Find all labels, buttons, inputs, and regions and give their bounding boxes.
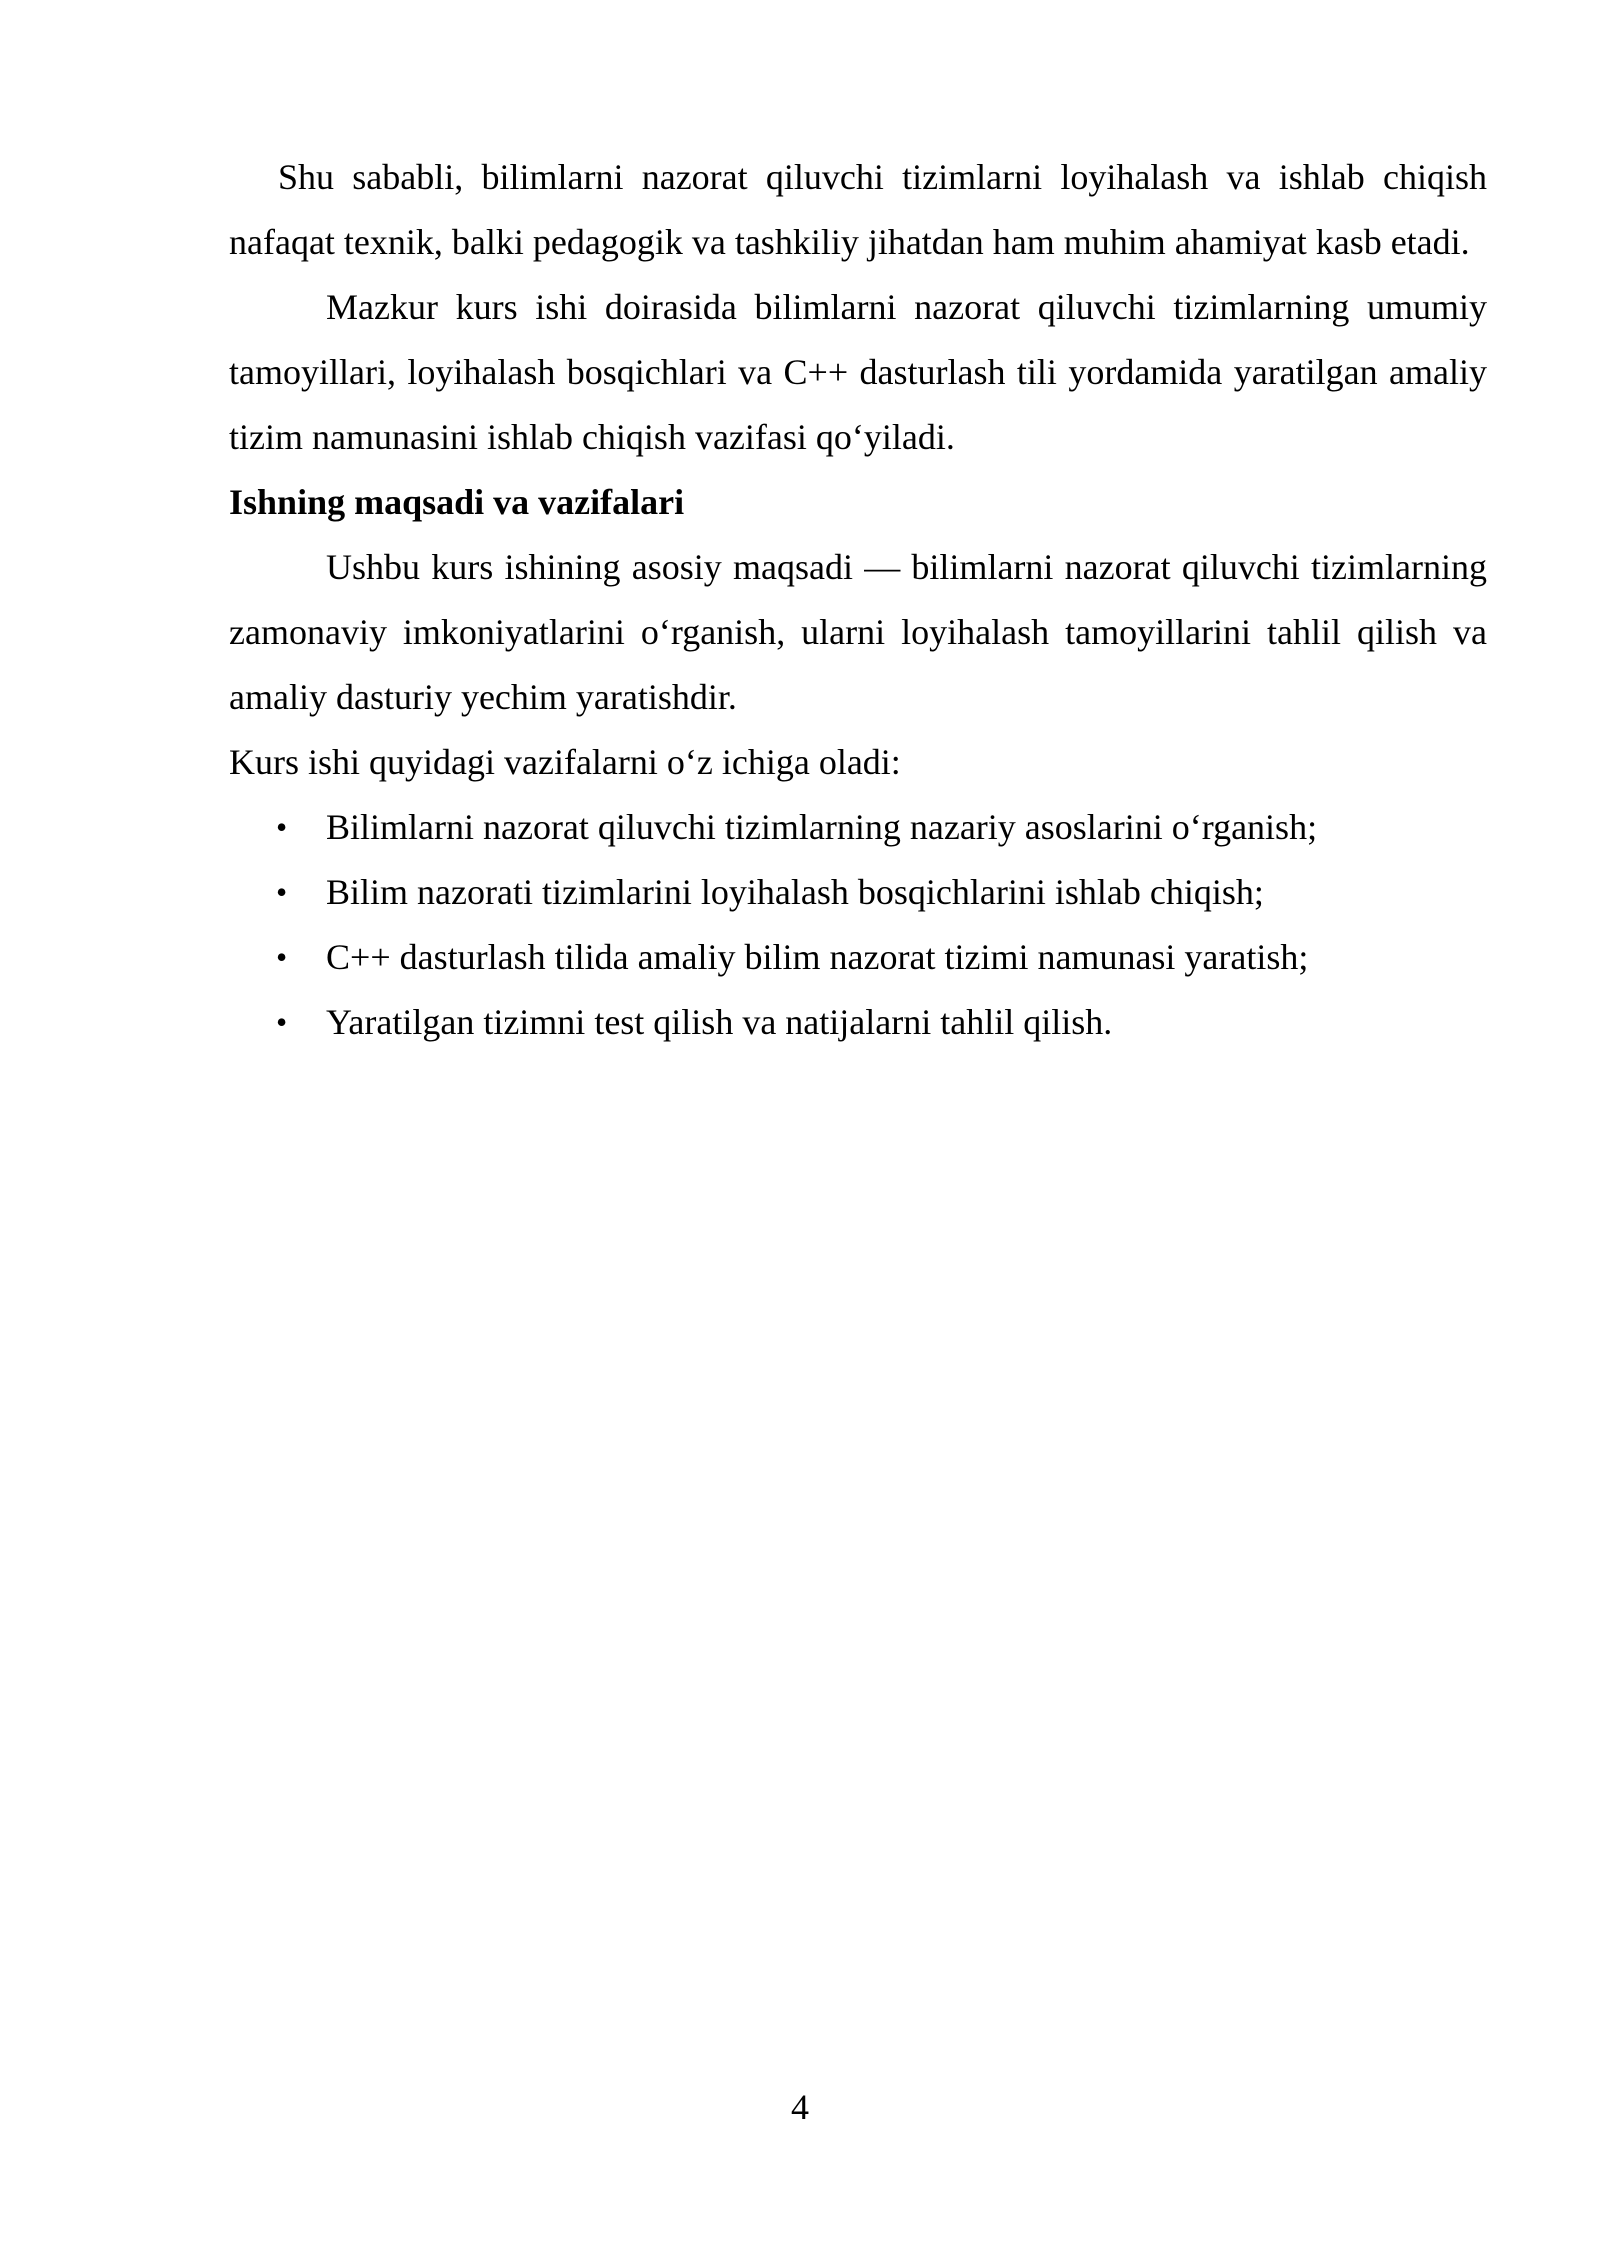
- task-text: C++ dasturlash tilida amaliy bilim nazorat tizimi namunasi yaratish;: [326, 937, 1309, 977]
- task-text: Bilim nazorati tizimlarini loyihalash bosqichlarini ishlab chiqish;: [326, 872, 1264, 912]
- section-heading: Ishning maqsadi va vazifalari: [229, 482, 685, 522]
- page-body: [229, 145, 1487, 1055]
- task-item: [229, 925, 1487, 990]
- intro-paragraph-2: Mazkur kurs ishi doirasida bilimlarni nazorat qiluvchi tizimlarning umumiy tamoyillari, loyihalash bosqichlari va C++ dasturlash tili yordamida yaratilgan amaliy tizim namunasini ishlab chiqish vazifasi qo‘yiladi.: [229, 287, 1487, 457]
- intro-paragraph-1: Shu sababli, bilimlarni nazorat qiluvchi tizimlarni loyihalash va ishlab chiqish nafaqat texnik, balki pedagogik va tashkiliy jihatdan ham muhim ahamiyat kasb etadi.: [229, 157, 1487, 262]
- bullet-icon: •: [276, 1004, 288, 1040]
- bullet-icon: •: [276, 939, 288, 975]
- task-item: [229, 860, 1487, 925]
- task-item: [229, 795, 1487, 860]
- bullet-icon: •: [276, 874, 288, 910]
- page-number: 4: [791, 2087, 809, 2127]
- goal-paragraph: Ushbu kurs ishining asosiy maqsadi — bilimlarni nazorat qiluvchi tizimlarning zamonaviy imkoniyatlarini o‘rganish, ularni loyihalash tamoyillarini tahlil qilish va amaliy dasturiy yechim yaratishdir.: [229, 547, 1487, 717]
- task-text: Yaratilgan tizimni test qilish va natijalarni tahlil qilish.: [326, 1002, 1113, 1042]
- bullet-icon: •: [276, 809, 288, 845]
- task-item: [229, 990, 1487, 1055]
- task-text: Bilimlarni nazorat qiluvchi tizimlarning nazariy asoslarini o‘rganish;: [326, 807, 1318, 847]
- task-list: [229, 795, 1487, 1055]
- tasks-intro: Kurs ishi quyidagi vazifalarni o‘z ichiga oladi:: [229, 742, 901, 782]
